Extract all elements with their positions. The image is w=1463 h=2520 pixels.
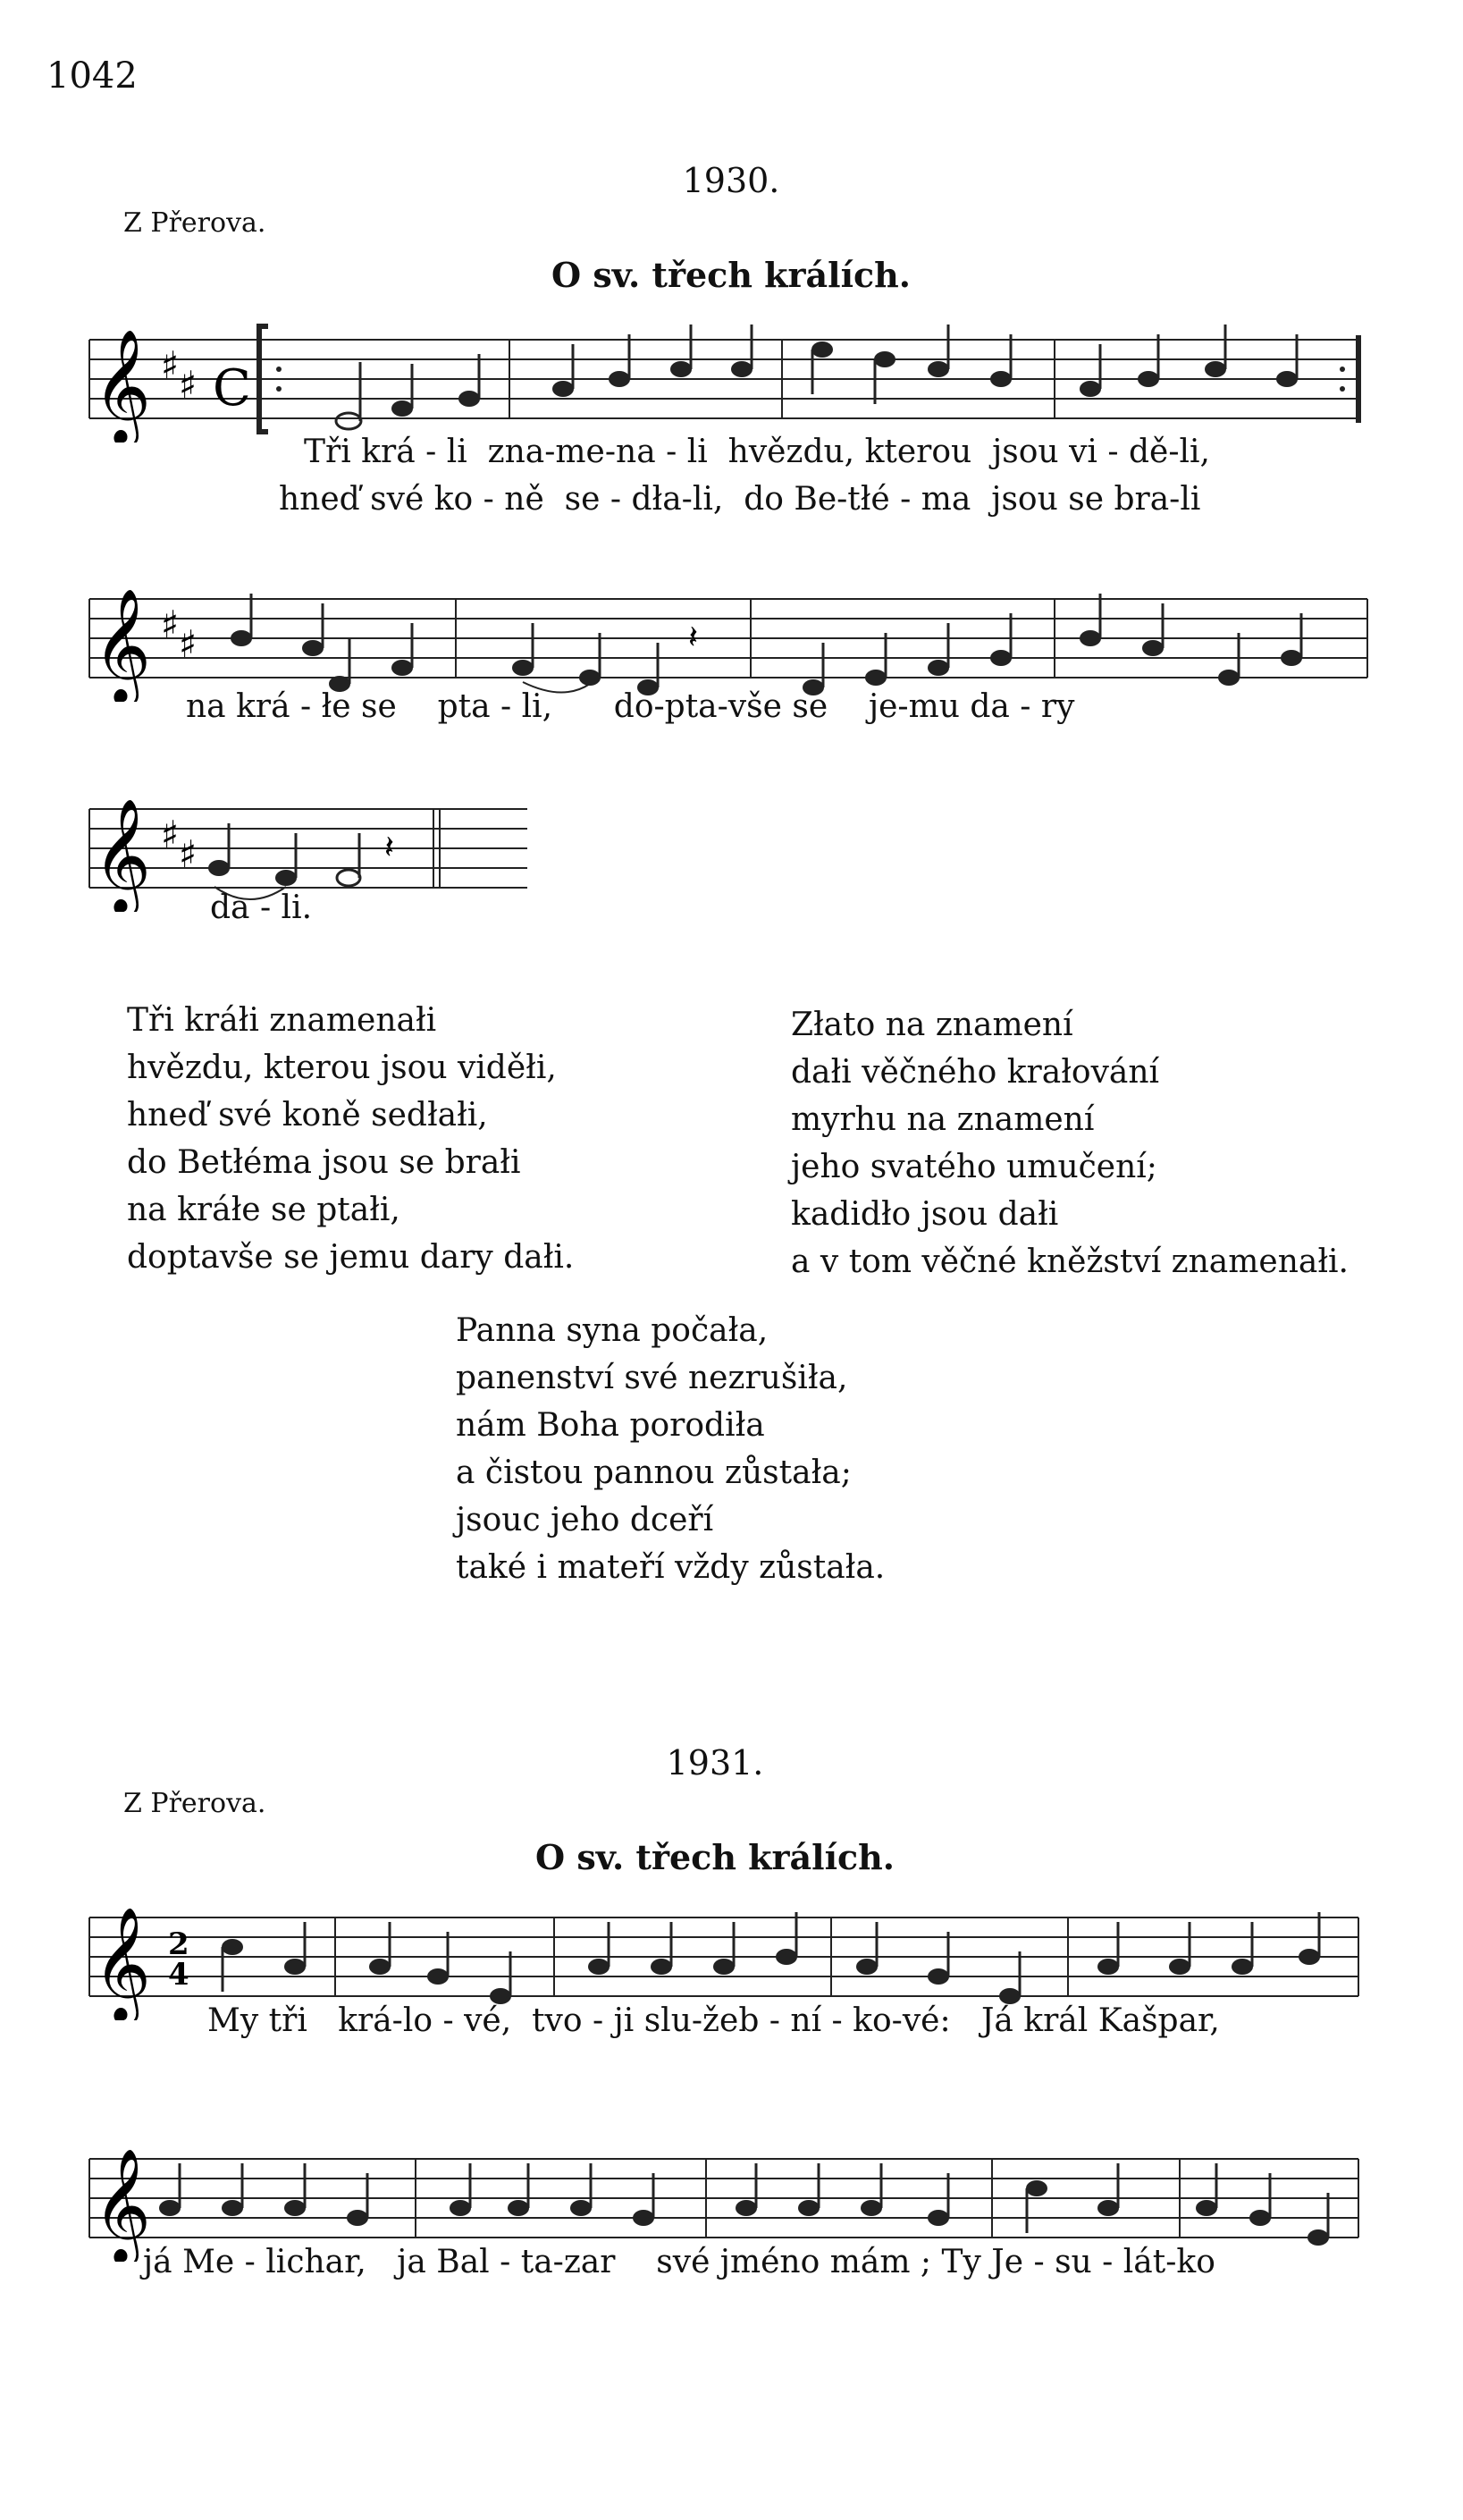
lyric-line: na krá - łe se pta - li, do-pta-vše se je-mu da - ry xyxy=(186,688,1075,725)
treble-clef-icon: 𝄞 xyxy=(93,797,152,912)
lyric-line: Tři krá - li zna-me-na - li hvězdu, kterou jsou vi - dě-li, xyxy=(304,434,1210,470)
verse-block: Tři kráłi znamenałi hvězdu, kterou jsou viděłi, hneď své koně sedłałi, do Betłéma jsou se brałi na kráłe se ptałi, doptavše se jemu dary dałi. xyxy=(127,1002,575,1276)
svg-text:𝄽: 𝄽 xyxy=(384,830,395,866)
svg-text:♯: ♯ xyxy=(161,603,180,646)
svg-text:2: 2 xyxy=(168,1926,189,1962)
svg-text:♯: ♯ xyxy=(161,813,180,856)
svg-text:♯: ♯ xyxy=(179,832,198,876)
song-origin: Z Přerova. xyxy=(123,1788,266,1819)
music-staff xyxy=(80,2128,1385,2262)
music-staff xyxy=(80,778,545,912)
song-title: O sv. třech králích. xyxy=(534,1837,895,1877)
music-staff xyxy=(80,1886,1385,2020)
svg-text:C: C xyxy=(213,359,251,417)
music-staff xyxy=(80,568,1385,702)
treble-clef-icon: 𝄞 xyxy=(93,328,152,442)
verse-block: Panna syna počała, panenství své nezrušiła, nám Boha porodiła a čistou pannou zůstała; jsouc jeho dceří také i mateří vždy zůstała. xyxy=(456,1312,886,1586)
lyric-line: da - li. xyxy=(210,889,313,926)
svg-text:4: 4 xyxy=(168,1957,189,1993)
svg-text:♯: ♯ xyxy=(161,343,180,387)
page-number: 1042 xyxy=(46,55,138,97)
svg-text:♯: ♯ xyxy=(179,622,198,666)
verse-block: Złato na znamení dałi věčného krałování myrhu na znamení jeho svatého umučení; kadidło jsou dałi a v tom věčné kněžství znamenałi. xyxy=(791,1007,1349,1280)
svg-text:𝄽: 𝄽 xyxy=(688,619,699,656)
song-number: 1931. xyxy=(666,1743,764,1783)
treble-clef-icon: 𝄞 xyxy=(93,1906,152,2020)
svg-text:♯: ♯ xyxy=(179,363,198,407)
treble-clef-icon: 𝄞 xyxy=(93,587,152,702)
lyric-line: já Me - lichar, ja Bal - ta-zar své jméno mám ; Ty Je - su - lát-ko xyxy=(143,2244,1215,2280)
song-number: 1930. xyxy=(682,161,780,200)
music-staff xyxy=(80,308,1385,442)
treble-clef-icon: 𝄞 xyxy=(93,2147,152,2262)
song-title: O sv. třech králích. xyxy=(551,255,912,295)
lyric-line: hneď své ko - ně se - dła-li, do Be-tłé - ma jsou se bra-li xyxy=(279,481,1201,518)
song-origin: Z Přerova. xyxy=(123,207,266,239)
lyric-line: My tři krá-lo - vé, tvo - ji slu-žeb - ní - ko-vé: Já král Kašpar, xyxy=(207,2002,1220,2039)
